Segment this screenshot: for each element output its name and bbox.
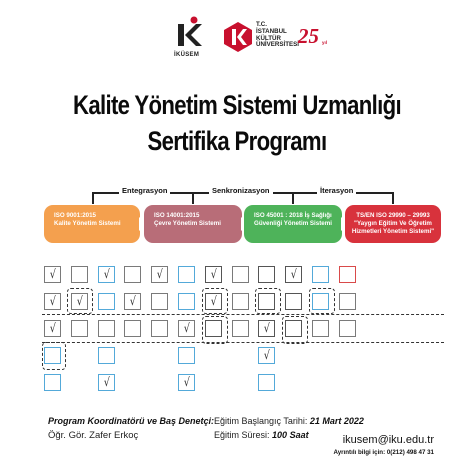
stage-connector-tick — [292, 192, 294, 204]
checkmark-icon: √ — [156, 267, 163, 281]
program-box-iso29990 — [345, 205, 441, 243]
duration-value: 100 Saat — [272, 430, 309, 440]
start-date — [214, 416, 364, 426]
checkmark-icon: √ — [49, 321, 56, 335]
anniversary-suffix: yıl — [322, 40, 328, 45]
checkbox-empty[interactable] — [205, 320, 222, 337]
start-date-label: Eğitim Başlangıç Tarihi: — [214, 416, 308, 426]
page-title-line1: Kalite Yönetim Sistemi Uzmanlığı — [72, 90, 402, 120]
checkbox-checked[interactable] — [71, 293, 88, 310]
checkbox-checked[interactable] — [285, 266, 302, 283]
checkbox-checked[interactable] — [205, 266, 222, 283]
stage-connector-tick — [192, 192, 194, 204]
anniversary-number: 25 — [298, 24, 319, 48]
checkbox-checked[interactable] — [258, 347, 275, 364]
contact-email[interactable]: ikusem@iku.edu.tr — [342, 434, 434, 446]
checkbox-checked[interactable] — [44, 266, 61, 283]
ikusem-logo-text: İKÜSEM — [174, 52, 200, 58]
checkbox-checked[interactable] — [205, 293, 222, 310]
program-code: ISO 9001:2015 — [54, 212, 96, 219]
iku-logo — [224, 14, 334, 62]
iku-logo-text: T.C. İSTANBUL KÜLTÜR ÜNİVERSİTESİ — [256, 21, 299, 49]
checkbox-checked[interactable] — [178, 374, 195, 391]
checkbox-empty[interactable] — [232, 320, 249, 337]
checkmark-icon: √ — [103, 375, 110, 389]
coordinator-name: Öğr. Gör. Zafer Erkoç — [48, 430, 139, 441]
checkbox-empty[interactable] — [312, 293, 329, 310]
stage-connector-tick — [92, 192, 94, 204]
checkbox-empty[interactable] — [339, 266, 356, 283]
checkmark-icon: √ — [210, 294, 217, 308]
checkmark-icon: √ — [103, 267, 110, 281]
checkbox-empty[interactable] — [285, 293, 302, 310]
checkbox-empty[interactable] — [151, 293, 168, 310]
dashed-divider — [42, 342, 444, 343]
program-code: ISO 14001:2015 — [154, 212, 200, 219]
checkbox-empty[interactable] — [258, 266, 275, 283]
checkbox-empty[interactable] — [124, 266, 141, 283]
checkmark-icon: √ — [183, 321, 190, 335]
checkbox-empty[interactable] — [312, 320, 329, 337]
duration-label: Eğitim Süresi: — [214, 430, 270, 440]
ikusem-logo — [168, 16, 218, 64]
iku-shield-icon — [224, 22, 252, 52]
checkmark-icon: √ — [49, 267, 56, 281]
ikusem-mark-icon — [176, 16, 202, 50]
checkbox-empty[interactable] — [71, 320, 88, 337]
contact-phone-info: Ayrıntılı bilgi için: 0(212) 498 47 31 — [333, 449, 434, 456]
checkbox-empty[interactable] — [232, 293, 249, 310]
checkbox-empty[interactable] — [178, 266, 195, 283]
checkbox-empty[interactable] — [178, 293, 195, 310]
checkbox-empty[interactable] — [339, 293, 356, 310]
checkbox-checked[interactable] — [98, 266, 115, 283]
program-box-iso9001 — [44, 205, 140, 243]
dashed-divider — [42, 314, 444, 315]
program-name: Güvenliği Yönetim Sistemi — [254, 220, 332, 227]
program-name: Çevre Yönetim Sistemi — [154, 220, 221, 227]
checkbox-empty[interactable] — [232, 266, 249, 283]
checkmark-icon: √ — [263, 321, 270, 335]
checkbox-empty[interactable] — [71, 266, 88, 283]
checkbox-empty[interactable] — [178, 347, 195, 364]
checkbox-checked[interactable] — [98, 374, 115, 391]
program-name: "Yaygın Eğitim Ve Öğretim Hizmetleri Yönetim Sistemi" — [351, 220, 435, 235]
checkbox-empty[interactable] — [44, 347, 61, 364]
checkbox-empty[interactable] — [98, 293, 115, 310]
checkbox-empty[interactable] — [339, 320, 356, 337]
program-box-iso14001 — [144, 205, 242, 243]
checkmark-icon: √ — [290, 267, 297, 281]
start-date-value: 21 Mart 2022 — [309, 416, 364, 426]
checkmark-icon: √ — [129, 294, 136, 308]
checkbox-empty[interactable] — [258, 293, 275, 310]
duration — [214, 430, 309, 440]
checkmark-icon: √ — [263, 348, 270, 362]
checkbox-empty[interactable] — [98, 320, 115, 337]
checkbox-checked[interactable] — [151, 266, 168, 283]
checkbox-empty[interactable] — [258, 374, 275, 391]
checkbox-checked[interactable] — [258, 320, 275, 337]
checkmark-icon: √ — [76, 294, 83, 308]
page-title-line2: Sertifika Programı — [147, 126, 327, 156]
checkbox-grid — [44, 266, 444, 396]
coordinator-label: Program Koordinatörü ve Baş Denetçi: — [48, 416, 215, 426]
checkbox-checked[interactable] — [44, 293, 61, 310]
program-code: TS/EN ISO 29990 – 29993 — [356, 212, 430, 219]
checkbox-empty[interactable] — [285, 320, 302, 337]
checkbox-empty[interactable] — [312, 266, 329, 283]
checkbox-empty[interactable] — [44, 374, 61, 391]
program-code: ISO 45001 : 2018 İş Sağlığı — [254, 212, 332, 219]
checkbox-empty[interactable] — [151, 320, 168, 337]
checkbox-empty[interactable] — [124, 320, 141, 337]
stage-connector-tick — [392, 192, 394, 204]
stage-label-senkronizasyon: Senkronizasyon — [209, 186, 273, 196]
checkmark-icon: √ — [49, 294, 56, 308]
checkbox-checked[interactable] — [124, 293, 141, 310]
stage-label-iterasyon: İterasyon — [317, 186, 356, 196]
checkmark-icon: √ — [183, 375, 190, 389]
checkmark-icon: √ — [210, 267, 217, 281]
program-box-iso45001 — [244, 205, 342, 243]
stage-label-entegrasyon: Entegrasyon — [119, 186, 170, 196]
checkbox-checked[interactable] — [178, 320, 195, 337]
program-name: Kalite Yönetim Sistemi — [54, 220, 121, 227]
checkbox-empty[interactable] — [98, 347, 115, 364]
checkbox-checked[interactable] — [44, 320, 61, 337]
